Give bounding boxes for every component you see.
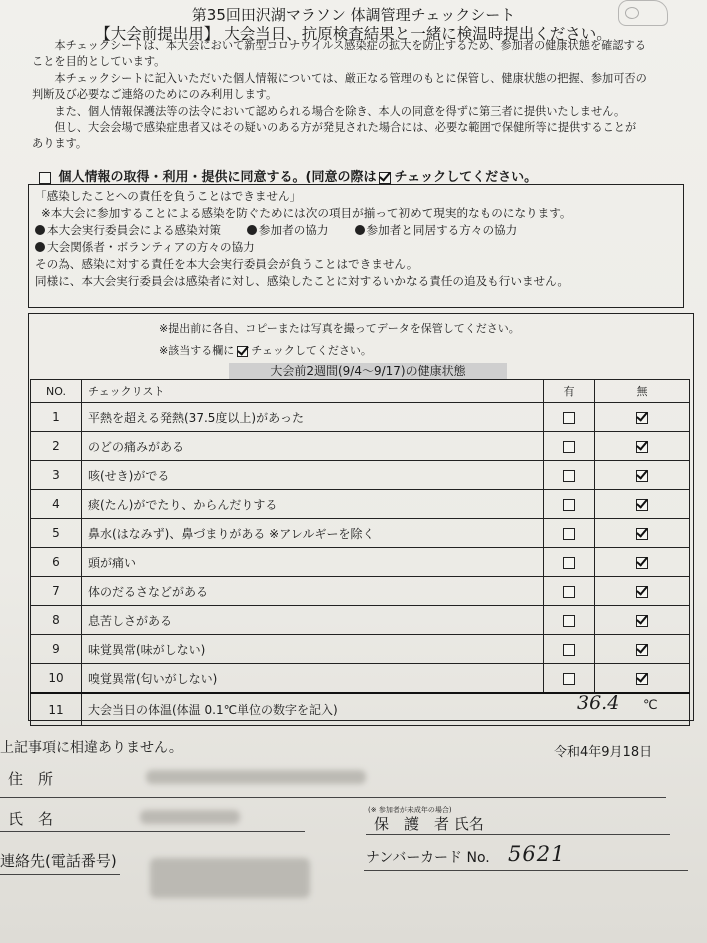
- intro-line: ことを目的としています。: [32, 55, 166, 69]
- yes-checkbox[interactable]: [563, 557, 575, 569]
- temperature-label: 大会当日の体温(体温 0.1℃単位の数字を記入): [82, 693, 690, 726]
- bullet-icon: [35, 242, 45, 252]
- row-item: 息苦しさがある: [82, 606, 544, 635]
- contact-redacted: [150, 858, 310, 898]
- none-cell: [595, 403, 690, 432]
- none-cell: [595, 577, 690, 606]
- row-item: 体のだるさなどがある: [82, 577, 544, 606]
- address-label: 住 所: [8, 770, 54, 788]
- table-row: [31, 664, 690, 694]
- yes-checkbox[interactable]: [563, 441, 575, 453]
- table-row: [31, 403, 690, 432]
- row-number: 3: [31, 461, 82, 490]
- intro-line: 本チェックシートに記入いただいた個人情報については、厳正なる管理のもとに保管し、健康状態の把握、参加可否の: [54, 71, 647, 85]
- guardian-note: (※ 参加者が未成年の場合): [368, 806, 452, 814]
- row-item: 咳(せき)がでる: [82, 461, 544, 490]
- consent-checkbox[interactable]: [39, 172, 51, 184]
- none-cell: [595, 461, 690, 490]
- row-number: 6: [31, 548, 82, 577]
- yes-cell: [544, 490, 595, 519]
- check-sample-icon: [237, 346, 248, 357]
- checklist-table: [30, 379, 690, 726]
- yes-cell: [544, 577, 595, 606]
- none-checkbox[interactable]: [636, 557, 648, 569]
- row-item: 鼻水(はなみず)、鼻づまりがある ※アレルギーを除く: [82, 519, 544, 548]
- none-checkbox[interactable]: [636, 470, 648, 482]
- col-header-yes: 有: [544, 380, 595, 403]
- bullet-icon: [35, 225, 45, 235]
- name-line: [0, 831, 305, 832]
- contact-line: [0, 874, 120, 875]
- yes-checkbox[interactable]: [563, 644, 575, 656]
- yes-cell: [544, 548, 595, 577]
- health-checklist-section: [28, 313, 694, 721]
- none-checkbox[interactable]: [636, 499, 648, 511]
- row-number: 2: [31, 432, 82, 461]
- risk-note: ※本大会に参加することによる感染を防ぐためには次の項目が揃って初めて現実的なものになります。: [41, 206, 572, 220]
- yes-cell: [544, 403, 595, 432]
- col-header-none: 無: [595, 380, 690, 403]
- col-header-no: NO.: [31, 380, 82, 403]
- address-line: [0, 797, 666, 798]
- table-row: [31, 577, 690, 606]
- row-item: 痰(たん)がでたり、からんだりする: [82, 490, 544, 519]
- bullet-icon: [355, 225, 365, 235]
- sheet-title: 第35回田沢湖マラソン 体調管理チェックシート: [191, 6, 516, 24]
- temperature-unit: ℃: [643, 698, 658, 713]
- yes-cell: [544, 606, 595, 635]
- check-instruction: [29, 342, 707, 358]
- table-header-row: [31, 380, 690, 403]
- contact-label: 連絡先(電話番号): [0, 852, 117, 870]
- intro-line: あります。: [32, 137, 88, 151]
- row-item: 嗅覚異常(匂いがしない): [82, 664, 544, 694]
- yes-cell: [544, 635, 595, 664]
- table-row: [31, 432, 690, 461]
- sign-date: 令和4年9月18日: [554, 745, 653, 760]
- none-cell: [595, 635, 690, 664]
- yes-cell: [544, 432, 595, 461]
- none-cell: [595, 664, 690, 694]
- sheet-subtitle: 【大会前提出用】 大会当日、抗原検査結果と一緒に検温時提出ください。: [95, 25, 612, 43]
- yes-cell: [544, 461, 595, 490]
- row-number: 4: [31, 490, 82, 519]
- address-redacted: [146, 770, 366, 784]
- check-instruction-text: ※該当する欄に: [159, 344, 235, 357]
- consent-text-end: チェックしてください。: [394, 170, 538, 185]
- guardian-line: [366, 834, 670, 835]
- guardian-label: 保 護 者 氏名: [374, 815, 484, 833]
- risk-item: 参加者と同居する方々の協力: [366, 223, 518, 237]
- row-number: 10: [31, 664, 82, 694]
- affirmation-text: 上記事項に相違ありません。: [0, 740, 183, 756]
- row-number: 7: [31, 577, 82, 606]
- table-row: [31, 461, 690, 490]
- consent-row: [36, 166, 537, 185]
- risk-item: 参加者の協力: [258, 223, 329, 237]
- check-sample-icon: [379, 172, 391, 184]
- period-label: 大会前2週間(9/4〜9/17)の健康状態: [229, 363, 507, 379]
- name-label: 氏 名: [8, 810, 54, 828]
- yes-checkbox[interactable]: [563, 412, 575, 424]
- temperature-value[interactable]: 36.4: [577, 692, 620, 714]
- table-row: [31, 635, 690, 664]
- yes-checkbox[interactable]: [563, 673, 575, 685]
- row-number: 11: [31, 693, 82, 726]
- row-number: 8: [31, 606, 82, 635]
- table-row: [31, 606, 690, 635]
- row-item: 頭が痛い: [82, 548, 544, 577]
- risk-notice-box: [28, 184, 684, 308]
- none-checkbox[interactable]: [636, 673, 648, 685]
- none-cell: [595, 432, 690, 461]
- table-row: [31, 548, 690, 577]
- yes-cell: [544, 664, 595, 694]
- mynumber-value[interactable]: 5621: [508, 842, 566, 866]
- none-checkbox[interactable]: [636, 441, 648, 453]
- none-checkbox[interactable]: [636, 412, 648, 424]
- intro-line: 本チェックシートは、本大会において新型コロナウイルス感染症の拡大を防止するため、参加者の健康状態を確認する: [54, 39, 646, 52]
- col-header-item: チェックリスト: [82, 380, 544, 403]
- none-cell: [595, 519, 690, 548]
- row-item: 平熱を超える発熱(37.5度以上)があった: [82, 403, 544, 432]
- none-cell: [595, 548, 690, 577]
- intro-line: また、個人情報保護法等の法令において認められる場合を除き、本人の同意を得ずに第三者に提供いたしません。: [54, 104, 626, 118]
- privacy-intro: [32, 38, 694, 153]
- yes-checkbox[interactable]: [563, 615, 575, 627]
- risk-line: 同様に、本大会実行委員会は感染者に対し、感染したことに対するいかなる責任の追及も行いません。: [35, 274, 570, 288]
- check-instruction-end: チェックしてください。: [251, 344, 372, 357]
- yes-checkbox[interactable]: [563, 470, 575, 482]
- mynumber-label: ナンバーカード No.: [366, 850, 490, 866]
- table-row: [31, 519, 690, 548]
- none-cell: [595, 490, 690, 519]
- risk-item: 大会関係者・ボランティアの方々の協力: [47, 240, 255, 254]
- yes-checkbox[interactable]: [563, 586, 575, 598]
- intro-line: 判断及び必要なご連絡のためにのみ利用します。: [32, 88, 278, 102]
- row-item: のどの痛みがある: [82, 432, 544, 461]
- yes-cell: [544, 519, 595, 548]
- none-cell: [595, 606, 690, 635]
- risk-line: その為、感染に対する責任を本大会実行委員会が負うことはできません。: [35, 257, 419, 271]
- intro-line: 但し、大会会場で感染症患者又はその疑いのある方が発見された場合には、必要な範囲で保健所等に提供することが: [54, 121, 637, 135]
- row-number: 9: [31, 635, 82, 664]
- none-checkbox[interactable]: [636, 644, 648, 656]
- none-checkbox[interactable]: [636, 586, 648, 598]
- row-number: 1: [31, 403, 82, 432]
- name-redacted: [140, 810, 240, 824]
- bullet-icon: [247, 225, 257, 235]
- consent-text: 個人情報の取得・利用・提供に同意する。(同意の際は: [58, 170, 377, 185]
- mynumber-line: [364, 870, 688, 871]
- row-item: 味覚異常(味がしない): [82, 635, 544, 664]
- row-number: 5: [31, 519, 82, 548]
- none-checkbox[interactable]: [636, 615, 648, 627]
- yes-checkbox[interactable]: [563, 528, 575, 540]
- risk-item: 本大会実行委員会による感染対策: [47, 223, 221, 237]
- table-row: [31, 490, 690, 519]
- none-checkbox[interactable]: [636, 528, 648, 540]
- yes-checkbox[interactable]: [563, 499, 575, 511]
- save-copy-note: ※提出前に各自、コピーまたは写真を撮ってデータを保管してください。: [159, 322, 520, 335]
- risk-heading: 「感染したことへの責任を負うことはできません」: [35, 189, 302, 203]
